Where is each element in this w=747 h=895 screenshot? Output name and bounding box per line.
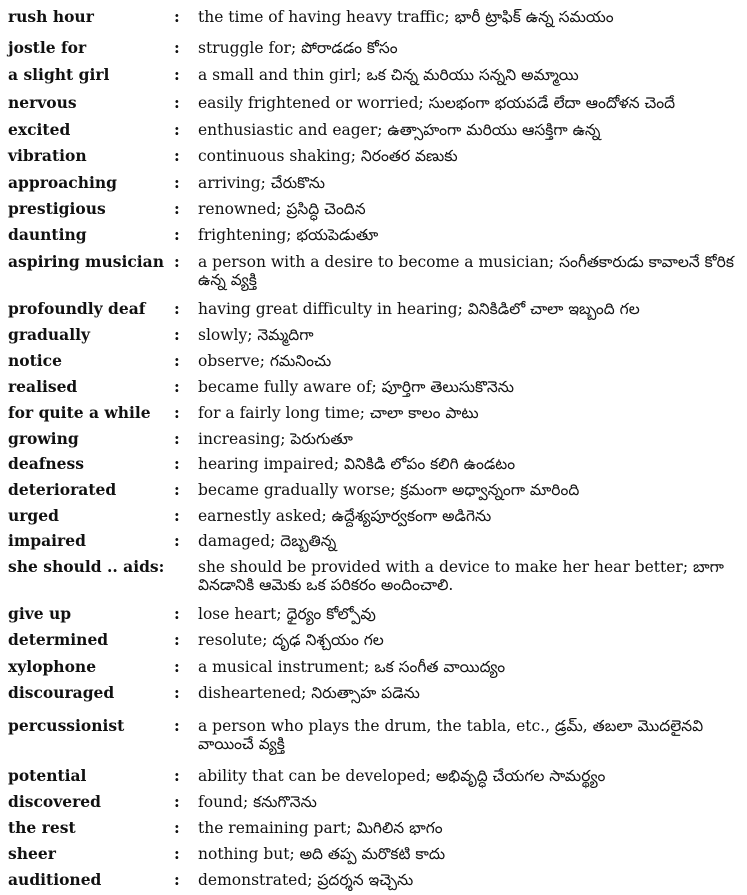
separator: : xyxy=(174,604,180,623)
glossary-term: aspiring musician xyxy=(8,252,164,271)
separator: : xyxy=(174,199,180,218)
glossary-definition: disheartened; నిరుత్సాహ పడెను xyxy=(198,684,420,702)
glossary-term: a slight girl xyxy=(8,65,110,84)
separator: : xyxy=(174,173,180,192)
glossary-term: notice xyxy=(8,351,62,370)
glossary-term: rush hour xyxy=(8,7,94,26)
separator: : xyxy=(174,531,180,550)
glossary-definition: arriving; చేరుకొను xyxy=(198,174,325,192)
glossary-term: discovered xyxy=(8,792,101,811)
separator: : xyxy=(174,480,180,499)
separator: : xyxy=(174,7,180,26)
glossary-definition: resolute; దృఢ నిశ్చయం గల xyxy=(198,631,384,649)
glossary-definition: a person with a desire to become a musician; సంగీతకారుడు కావాలనే కోరిక ఉన్న వ్యక్తి xyxy=(198,253,734,289)
glossary-term: deteriorated xyxy=(8,480,117,499)
separator: : xyxy=(174,630,180,649)
glossary-definition: having great difficulty in hearing; వినికిడిలో చాలా ఇబ్బంది గల xyxy=(198,300,640,318)
glossary-definition: became gradually worse; క్రమంగా అధ్వాన్నంగా మారింది xyxy=(198,481,580,499)
glossary-definition: struggle for; పోరాడడం కోసం xyxy=(198,39,398,57)
glossary-definition: a small and thin girl; ఒక చిన్న మరియు సన్నని అమ్మాయి xyxy=(198,66,579,84)
glossary-term: urged xyxy=(8,506,59,525)
glossary-definition: she should be provided with a device to make her hear better; బాగా వినడానికి ఆమెకు ఒక పరికరం అందించాలి. xyxy=(198,558,724,594)
glossary-definition: earnestly asked; ఉద్దేశ్యపూర్వకంగా అడిగెను xyxy=(198,507,492,525)
separator: : xyxy=(174,377,180,396)
glossary-definition: damaged; దెబ్బతిన్న xyxy=(198,532,337,550)
separator: : xyxy=(174,325,180,344)
glossary-term: prestigious xyxy=(8,199,106,218)
glossary-definition: easily frightened or worried; సులభంగా భయపడే లేదా ఆందోళన చెందే xyxy=(198,94,676,112)
separator: : xyxy=(174,683,180,702)
glossary-definition: a musical instrument; ఒక సంగీత వాయిద్యం xyxy=(198,658,506,676)
glossary-definition: became fully aware of; పూర్తిగా తెలుసుకొనెను xyxy=(198,378,515,396)
glossary-term: realised xyxy=(8,377,78,396)
separator: : xyxy=(174,870,180,889)
glossary-definition: hearing impaired; వినికిడి లోపం కలిగి ఉండటం xyxy=(198,455,516,473)
separator: : xyxy=(174,65,180,84)
glossary-definition: renowned; ప్రసిద్ధి చెందిన xyxy=(198,200,366,218)
separator: : xyxy=(174,225,180,244)
separator: : xyxy=(174,766,180,785)
separator: : xyxy=(174,792,180,811)
separator: : xyxy=(174,657,180,676)
glossary-definition: enthusiastic and eager; ఉత్సాహంగా మరియు ఆసక్తిగా ఉన్న xyxy=(198,121,601,139)
glossary-term: vibration xyxy=(8,146,87,165)
glossary-definition: nothing but; అది తప్ప మరొకటి కాదు xyxy=(198,845,446,863)
separator: : xyxy=(174,454,180,473)
glossary-definition: the remaining part; మిగిలిన భాగం xyxy=(198,819,443,837)
glossary-term: sheer xyxy=(8,844,56,863)
separator: : xyxy=(174,93,180,112)
glossary-definition: demonstrated; ప్రదర్శన ఇచ్చెను xyxy=(198,871,414,889)
separator: : xyxy=(174,252,180,271)
glossary-definition: a person who plays the drum, the tabla, etc., డ్రమ్, తబలా మొదలైనవి వాయించే వ్యక్తి xyxy=(198,717,704,753)
separator: : xyxy=(174,716,180,735)
glossary-term: the rest xyxy=(8,818,76,837)
glossary-term: profoundly deaf xyxy=(8,299,146,318)
glossary-term: for quite a while xyxy=(8,403,151,422)
glossary-term: determined xyxy=(8,630,109,649)
glossary-term: nervous xyxy=(8,93,77,112)
glossary-definition: ability that can be developed; అభివృద్ధి చేయగల సామర్థ్యం xyxy=(198,767,606,785)
glossary-term: give up xyxy=(8,604,72,623)
glossary-term: percussionist xyxy=(8,716,125,735)
glossary-term: auditioned xyxy=(8,870,102,889)
separator: : xyxy=(174,299,180,318)
glossary-term: approaching xyxy=(8,173,117,192)
separator: : xyxy=(174,146,180,165)
glossary-definition: observe; గమనించు xyxy=(198,352,332,370)
separator: : xyxy=(174,403,180,422)
glossary-definition: the time of having heavy traffic; భారీ ట్రాఫిక్ ఉన్న సమయం xyxy=(198,8,614,26)
separator: : xyxy=(174,506,180,525)
glossary-term: gradually xyxy=(8,325,90,344)
glossary-term: xylophone xyxy=(8,657,97,676)
separator: : xyxy=(174,120,180,139)
separator: : xyxy=(174,818,180,837)
glossary-term: she should .. aids: xyxy=(8,557,165,576)
glossary-term: growing xyxy=(8,429,79,448)
glossary-term: jostle for xyxy=(8,38,87,57)
separator: : xyxy=(174,351,180,370)
glossary-term: daunting xyxy=(8,225,87,244)
glossary-definition: lose heart; ధైర్యం కోల్పోవు xyxy=(198,605,376,623)
glossary-term: deafness xyxy=(8,454,84,473)
glossary-term: impaired xyxy=(8,531,86,550)
glossary-definition: found; కనుగొనెను xyxy=(198,793,317,811)
glossary-definition: frightening; భయపెడుతూ xyxy=(198,226,379,244)
glossary-definition: slowly; నెమ్మదిగా xyxy=(198,326,314,344)
glossary-definition: increasing; పెరుగుతూ xyxy=(198,430,353,448)
separator: : xyxy=(174,844,180,863)
glossary-definition: continuous shaking; నిరంతర వణుకు xyxy=(198,147,458,165)
separator: : xyxy=(174,429,180,448)
glossary-definition: for a fairly long time; చాలా కాలం పాటు xyxy=(198,404,479,422)
separator: : xyxy=(174,38,180,57)
glossary-term: potential xyxy=(8,766,87,785)
glossary-term: discouraged xyxy=(8,683,115,702)
glossary-term: excited xyxy=(8,120,71,139)
